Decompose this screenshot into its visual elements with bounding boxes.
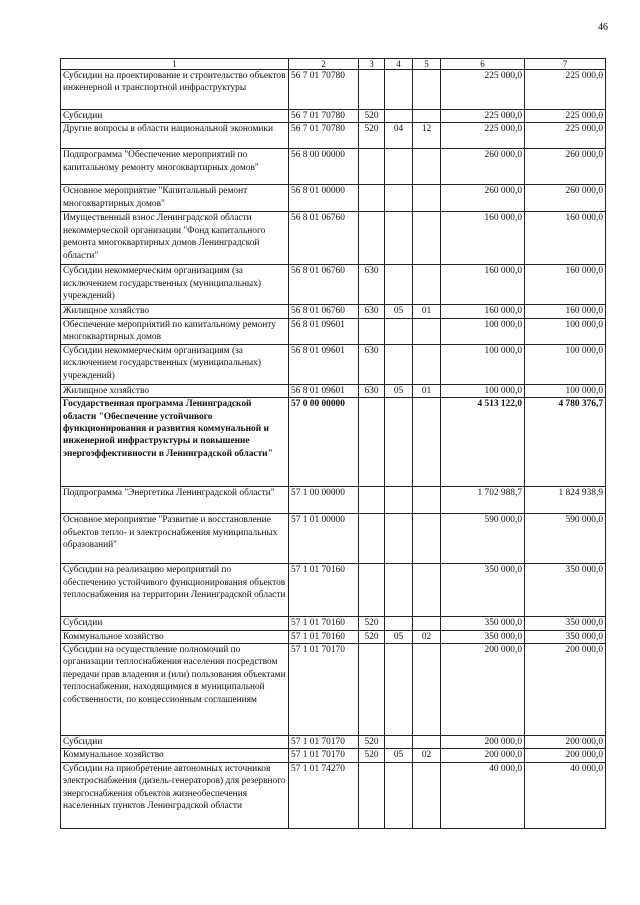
row-name: Имущественный взнос Ленинградской области некоммерческой организации "Фонд капитального ремонта многоквартирных домов Ленинградской области" [61,212,289,265]
row-subsection [413,736,441,749]
row-name: Субсидии на осуществление полномочий по организации теплоснабжения населения посредством передачи прав владения и (или) пользования объектами теплоснабжения, находящимися в муниципальной собственности, по концессионным соглашениям [61,644,289,736]
column-number: 2 [289,59,359,70]
row-target-code: 57 1 01 00000 [289,514,359,564]
row-name: Государственная программа Ленинградской области "Обеспечение устойчивого функционирования и развития коммунальной и инженерной инфраструктуры и повышение энергоэффективности в Ленинградской области" [61,398,289,487]
row-section [385,487,413,514]
row-name: Субсидии [61,736,289,749]
row-section [385,212,413,265]
row-name: Субсидии некоммерческим организациям (за исключением государственных (муниципальных) учреждений) [61,265,289,305]
table-row [61,70,606,110]
row-target-code: 57 1 01 74270 [289,762,359,828]
row-section [385,762,413,828]
row-expense-type: 520 [359,736,385,749]
row-amount-year-2: 100 000,0 [525,318,606,344]
row-section: 04 [385,123,413,149]
row-amount-year-2: 160 000,0 [525,265,606,305]
row-subsection: 01 [413,384,441,397]
row-target-code: 56 7 01 70780 [289,70,359,110]
row-subsection [413,564,441,617]
row-expense-type: 630 [359,344,385,384]
row-amount-year-2: 350 000,0 [525,630,606,643]
row-name: Субсидии на приобретение автономных источников электроснабжения (дизель-генераторов) для резервного энергоснабжения объектов жизнеобеспечения населенных пунктов Ленинградской области [61,762,289,828]
row-amount-year-1: 200 000,0 [441,749,525,762]
row-subsection [413,514,441,564]
row-section [385,514,413,564]
row-target-code: 57 1 01 70170 [289,749,359,762]
row-expense-type: 630 [359,384,385,397]
row-target-code: 56 8 01 06760 [289,212,359,265]
row-name: Подпрограмма "Обеспечение мероприятий по капитальному ремонту многоквартирных домов" [61,149,289,185]
row-name: Подпрограмма "Энергетика Ленинградской области" [61,487,289,514]
row-subsection [413,212,441,265]
row-target-code: 56 8 01 06760 [289,265,359,305]
row-amount-year-2: 350 000,0 [525,617,606,630]
table-row [61,185,606,212]
row-amount-year-2: 4 780 376,7 [525,398,606,487]
row-amount-year-1: 225 000,0 [441,70,525,110]
row-subsection [413,762,441,828]
row-amount-year-1: 590 000,0 [441,514,525,564]
row-section [385,564,413,617]
row-expense-type [359,644,385,736]
row-target-code: 57 0 00 00000 [289,398,359,487]
row-amount-year-1: 100 000,0 [441,318,525,344]
row-target-code: 56 7 01 70780 [289,123,359,149]
column-numbers-row [61,59,606,70]
table-row [61,384,606,397]
row-subsection [413,617,441,630]
row-amount-year-2: 225 000,0 [525,70,606,110]
row-subsection: 01 [413,305,441,318]
row-subsection [413,644,441,736]
row-section [385,70,413,110]
row-amount-year-1: 350 000,0 [441,630,525,643]
row-name: Основное мероприятие "Капитальный ремонт многоквартирных домов" [61,185,289,212]
row-expense-type: 520 [359,749,385,762]
row-subsection [413,110,441,123]
row-section [385,318,413,344]
row-section [385,736,413,749]
row-subsection [413,265,441,305]
table-row [61,644,606,736]
row-name: Жилищное хозяйство [61,384,289,397]
row-section: 05 [385,305,413,318]
row-expense-type [359,212,385,265]
table-row [61,110,606,123]
row-section: 05 [385,749,413,762]
row-subsection [413,318,441,344]
row-section [385,265,413,305]
row-expense-type: 630 [359,305,385,318]
row-amount-year-1: 350 000,0 [441,617,525,630]
row-amount-year-1: 1 702 988,7 [441,487,525,514]
row-expense-type [359,762,385,828]
row-target-code: 56 7 01 70780 [289,110,359,123]
row-expense-type [359,185,385,212]
row-amount-year-2: 225 000,0 [525,123,606,149]
row-amount-year-1: 100 000,0 [441,344,525,384]
row-amount-year-2: 590 000,0 [525,514,606,564]
row-section [385,617,413,630]
column-number: 3 [359,59,385,70]
row-expense-type: 520 [359,617,385,630]
row-section [385,110,413,123]
row-target-code: 57 1 01 70160 [289,630,359,643]
row-target-code: 57 1 00 00000 [289,487,359,514]
row-name: Субсидии на реализацию мероприятий по обеспечению устойчивого функционирования объектов теплоснабжения на территории Ленинградской области [61,564,289,617]
budget-table [60,58,606,829]
row-name: Коммунальное хозяйство [61,630,289,643]
row-subsection [413,487,441,514]
row-amount-year-2: 260 000,0 [525,185,606,212]
row-name: Обеспечение мероприятий по капитальному ремонту многоквартирных домов [61,318,289,344]
row-expense-type: 520 [359,630,385,643]
table-row [61,344,606,384]
row-amount-year-1: 225 000,0 [441,123,525,149]
table-row [61,762,606,828]
row-amount-year-2: 350 000,0 [525,564,606,617]
row-name: Субсидии [61,617,289,630]
row-amount-year-1: 260 000,0 [441,185,525,212]
row-name: Другие вопросы в области национальной экономики [61,123,289,149]
row-expense-type [359,514,385,564]
table-row [61,617,606,630]
table-row [61,749,606,762]
row-target-code: 56 8 01 06760 [289,305,359,318]
row-name: Жилищное хозяйство [61,305,289,318]
row-name: Субсидии некоммерческим организациям (за исключением государственных (муниципальных) учреждений) [61,344,289,384]
row-amount-year-1: 350 000,0 [441,564,525,617]
row-target-code: 56 8 00 00000 [289,149,359,185]
row-expense-type [359,564,385,617]
row-amount-year-2: 160 000,0 [525,305,606,318]
row-section [385,185,413,212]
table-row [61,318,606,344]
row-amount-year-1: 40 000,0 [441,762,525,828]
column-number: 1 [61,59,289,70]
row-subsection [413,398,441,487]
row-section: 05 [385,384,413,397]
row-name: Субсидии [61,110,289,123]
column-number: 4 [385,59,413,70]
row-target-code: 57 1 01 70160 [289,617,359,630]
table-row [61,149,606,185]
row-amount-year-1: 160 000,0 [441,305,525,318]
row-amount-year-1: 100 000,0 [441,384,525,397]
row-amount-year-1: 200 000,0 [441,644,525,736]
row-target-code: 56 8 01 00000 [289,185,359,212]
row-name: Основное мероприятие "Развитие и восстановление объектов тепло- и электроснабжения муниципальных образований" [61,514,289,564]
row-amount-year-2: 225 000,0 [525,110,606,123]
page-number: 46 [598,22,608,33]
row-amount-year-2: 1 824 938,9 [525,487,606,514]
row-target-code: 56 8 01 09601 [289,384,359,397]
row-section: 05 [385,630,413,643]
row-amount-year-2: 260 000,0 [525,149,606,185]
table-row [61,514,606,564]
row-expense-type [359,487,385,514]
row-amount-year-1: 160 000,0 [441,212,525,265]
row-amount-year-2: 200 000,0 [525,749,606,762]
row-amount-year-2: 200 000,0 [525,644,606,736]
row-target-code: 57 1 01 70170 [289,644,359,736]
row-section [385,344,413,384]
row-amount-year-1: 4 513 122,0 [441,398,525,487]
row-section [385,149,413,185]
row-subsection: 02 [413,630,441,643]
row-expense-type [359,318,385,344]
column-number: 6 [441,59,525,70]
row-name: Коммунальное хозяйство [61,749,289,762]
row-subsection: 02 [413,749,441,762]
row-expense-type: 520 [359,123,385,149]
row-amount-year-2: 40 000,0 [525,762,606,828]
table-row [61,123,606,149]
row-expense-type [359,398,385,487]
row-amount-year-2: 100 000,0 [525,344,606,384]
table-row [61,305,606,318]
row-expense-type: 520 [359,110,385,123]
row-expense-type: 630 [359,265,385,305]
row-amount-year-2: 100 000,0 [525,384,606,397]
row-expense-type [359,149,385,185]
row-section [385,644,413,736]
table-row [61,487,606,514]
row-subsection: 12 [413,123,441,149]
row-target-code: 57 1 01 70160 [289,564,359,617]
row-amount-year-1: 225 000,0 [441,110,525,123]
row-amount-year-2: 200 000,0 [525,736,606,749]
row-name: Субсидии на проектирование и строительство объектов инженерной и транспортной инфраструктуры [61,70,289,110]
table-row [61,265,606,305]
row-subsection [413,185,441,212]
column-number: 5 [413,59,441,70]
row-target-code: 57 1 01 70170 [289,736,359,749]
row-target-code: 56 8 01 09601 [289,344,359,384]
row-subsection [413,149,441,185]
table-row [61,736,606,749]
row-target-code: 56 8 01 09601 [289,318,359,344]
row-expense-type [359,70,385,110]
row-amount-year-2: 160 000,0 [525,212,606,265]
table-row [61,398,606,487]
row-amount-year-1: 160 000,0 [441,265,525,305]
row-section [385,398,413,487]
table-row [61,564,606,617]
table-row [61,630,606,643]
row-subsection [413,344,441,384]
table-row [61,212,606,265]
row-subsection [413,70,441,110]
row-amount-year-1: 200 000,0 [441,736,525,749]
column-number: 7 [525,59,606,70]
row-amount-year-1: 260 000,0 [441,149,525,185]
